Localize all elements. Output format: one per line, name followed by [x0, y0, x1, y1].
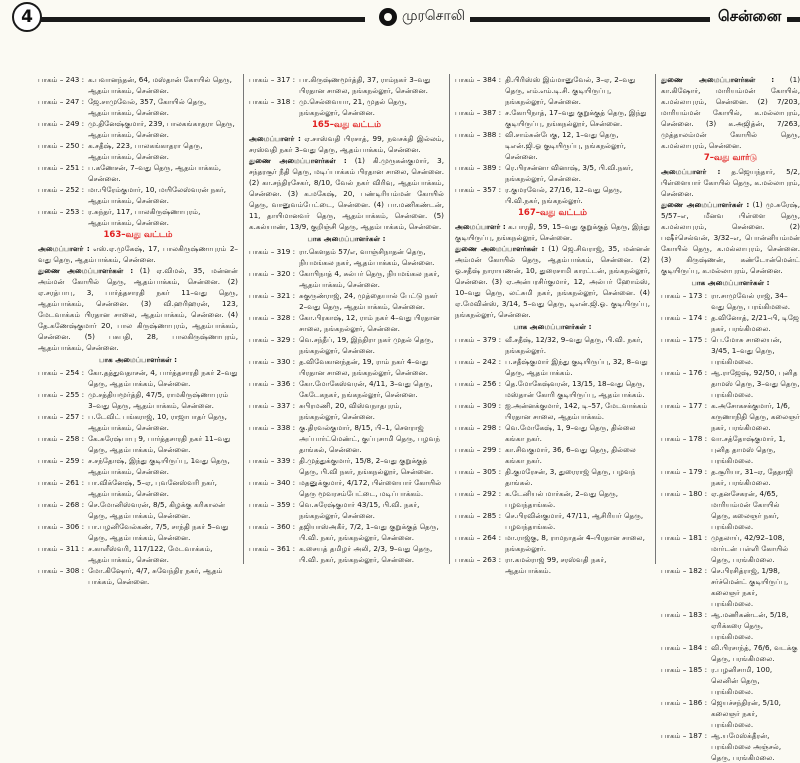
ward-heading: 7–வது வார்டு	[703, 153, 758, 163]
person-address: ர.குமரவேல், 27/16, 12–வது தெரு, பி.வி.நகர், நங்கநல்லூர்.	[505, 185, 623, 205]
person-address: கு.திரவல்குமார், 8/15, பி–1, செளராஜ் அப்பார்ட்மெண்ட், குப்புசாமி தெரு, பழவந் தாங்கல், சென்னை.	[299, 423, 441, 454]
person-address: க.பவானந்தன், 64, மஸ்தான் கோயில் தெரு, ஆதம்பாக்கம், சென்னை.	[88, 75, 232, 95]
list-item	[38, 499, 238, 521]
list-item	[38, 565, 238, 587]
booth-number: பாகம் – 176 :	[661, 368, 708, 377]
person-address: கோ.மோகேஸ்வரன், 4/11, 3–வது தெரு, கேடேகநகர், நங்கநல்லூர், சென்னை.	[299, 379, 433, 399]
booth-number: பாகம் – 361 :	[249, 544, 296, 553]
booth-number: பாகம் – 186 :	[661, 698, 708, 707]
booth-number: பாகம் – 299 :	[455, 445, 502, 454]
list-item	[455, 488, 650, 510]
list-item	[455, 422, 650, 444]
list-item	[455, 162, 650, 184]
booth-number: பாகம் – 311 :	[38, 544, 85, 553]
person-address: மு.சத்தியமூர்த்தி, 47/5, ராமகிருஷ்ணாபுரம் 3–வது தெரு, ஆதம்பாக்கம், சென்னை.	[88, 390, 229, 410]
list-item	[249, 312, 444, 334]
booth-number: பாகம் – 360 :	[249, 522, 296, 531]
booth-number: பாகம் – 250 :	[38, 141, 85, 150]
role-paragraph	[249, 133, 444, 155]
column-1	[38, 74, 238, 586]
role-paragraph	[38, 265, 238, 353]
booth-number: பாகம் – 252 :	[38, 185, 85, 194]
booth-number: பாகம் – 388 :	[455, 130, 502, 139]
booth-number: பாகம் – 309 :	[455, 401, 502, 410]
list-item	[249, 400, 444, 422]
person-address: வெ.சந்தீப், 19, இந்திரா நகர் முதல் தெரு, நங்கநல்லூர், சென்னை.	[299, 335, 434, 355]
list-item	[38, 140, 238, 162]
list-item	[249, 96, 444, 118]
list-item	[38, 118, 238, 140]
booth-number: பாகம் – 329 :	[249, 335, 296, 344]
person-address: கா.சிவகுமார், 36, 6–வது தெரு, தில்லை கங்கா நகர்.	[505, 445, 636, 465]
column-divider	[449, 74, 450, 564]
person-address: வா.சத்தோஷ்குமார், 1, புனித தாமஸ் தெரு, பரங்கிமலை.	[711, 434, 786, 465]
person-address: ரா.கமல்ராஜ் 99, சரஸ்வதி நகர், ஆதம்பாக்கம்.	[505, 555, 607, 575]
booth-number: பாகம் – 182 :	[661, 566, 708, 575]
person-address: மா.ராஜ்கு, 8, ராமநாதன் 4–பிரதான சாலை, நங்கநல்லூர்.	[505, 533, 645, 553]
person-address: க.அசோகசக்குமார், 1/6, கருணாநிதி தெரு, கலைஞர் நகர், பரங்கிமலை.	[711, 401, 800, 432]
person-address: ஏ.தனசேகரன், 4/65, மாரியம்மன் கோயில் தெரு, கலைஞர் நகர், பரங்கிமலை.	[711, 489, 780, 531]
booth-number: பாகம் – 292 :	[455, 489, 502, 498]
booth-number: பாகம் – 384 :	[455, 75, 502, 84]
section-subheading: பாக அமைப்பாளர்கள் :	[99, 355, 177, 364]
booth-number: பாகம் – 317 :	[249, 75, 296, 84]
person-address: பா.பழனிவேல்கண், 7/5, சாந்தி நகர் 5–வது தெரு, ஆதம்பாக்கம், சென்னை.	[88, 522, 229, 542]
ward-heading: 163–வது வட்டம்	[103, 230, 173, 240]
booth-number: பாகம் – 254 :	[38, 368, 85, 377]
booth-number: பாகம் – 180 :	[661, 489, 708, 498]
booth-number: பாகம் – 268 :	[38, 500, 85, 509]
list-item	[455, 378, 650, 400]
booth-number: பாகம் – 259 :	[38, 456, 85, 465]
list-item	[661, 367, 800, 400]
booth-number: பாகம் – 242 :	[455, 357, 502, 366]
list-item	[38, 543, 238, 565]
person-address: கோ.தத்துவதாசன், 4, பார்த்தசாரதி நகர் 2–வது தெரு, ஆதம்பாக்கம், சென்னை.	[88, 368, 238, 388]
person-address: தஜியாஸ்அகீர், 7/2, 1–வது குறுக்குத் தெரு, பி.வி. நகர், நங்கநல்லூர், சென்னை.	[299, 522, 439, 542]
booth-number: பாகம் – 389 :	[455, 163, 502, 172]
list-item	[661, 664, 800, 697]
list-item	[455, 184, 650, 206]
person-address: ஆ.மணிகண்டன், 5/18, ஏரிக்கரை தெரு, பரங்கிமலை.	[711, 610, 789, 641]
booth-number: பாகம் – 258 :	[38, 434, 85, 443]
person-address: ப.டேவிட் பங்கராஜ், 10, ராஜாபாதர் தெரு, ஆதம்பாக்கம், சென்னை.	[88, 412, 227, 432]
booth-number: பாகம் – 305 :	[455, 467, 502, 476]
list-item	[455, 400, 650, 422]
person-address: சுகுருண்ராஜ், 24, முத்தையால் பேட்டு நகர் 2–வது தெரு, ஆதம்பாக்கம், சென்னை.	[299, 291, 438, 311]
person-address: க.டேனியல் மார்கன், 2–வது தெரு, பழவந்தாங்கல்.	[505, 489, 619, 509]
list-item	[661, 466, 800, 488]
list-item	[455, 356, 650, 378]
list-item	[661, 565, 800, 609]
person-address: ப.சதீஷ்குமார் இந்து குடியிருப்பு, 32, 8–வது தெரு, ஆதம்பாக்கம்.	[505, 357, 648, 377]
booth-number: பாகம் – 321 :	[249, 291, 296, 300]
list-item	[455, 107, 650, 129]
booth-number: பாகம் – 330 :	[249, 357, 296, 366]
list-item	[661, 488, 800, 532]
paragraph-list	[249, 133, 444, 232]
person-address: ஆ.யமேஸ்க்தீரன், பரங்கிமலை அஞ்சல், தெரு, பரங்கிமலை.	[711, 731, 782, 762]
booth-number: பாகம் – 255 :	[38, 390, 85, 399]
person-address: வீ.சதீஷ், 12/32, 9–வது தெரு, பி.வி. நகர், நங்கநல்லூர்.	[505, 335, 643, 355]
entry-list	[455, 74, 650, 206]
person-address: தி.குமரேசன், 3, துரைராஜ் தெரு, பழவந் தாங்கல்.	[505, 467, 636, 487]
role-label: துணை அமைப்பாளர்கள் :	[455, 244, 545, 253]
booth-number: பாகம் – 185 :	[661, 665, 708, 674]
person-address: தி.பிரிஸ்ஸ் இம்மானுவேல், 3–ஏ, 2–வது தெரு, எம்.எம்.டி.சி. குடியிருப்பு, நங்கநல்லூர், சென்னை.	[505, 75, 636, 106]
booth-number: பாகம் – 251 :	[38, 163, 85, 172]
booth-number: பாகம் – 247 :	[38, 97, 85, 106]
person-address: செ.பிரவின்குமார், 47/11, ஆசிரியர் தெரு, பழவந்தாங்கல்.	[505, 511, 644, 531]
list-item	[455, 554, 650, 576]
role-text: (1) ஜெ.சிவராஜ், 35, மன்னன் அம்மன் கோயில் தெரு, ஆதம்பாக்கம், சென்னை. (2) ஓ.சதீஷ் நாராயணன், 10, துரைசாமி காரட்டன், நங்கநல்லூர், சென்னை. (3) ஏ.அன்பரசிர்குமார், 12, அல்பர் ஹோம்ஸ், 10–வது தெரு, லட்சுமி நகர், நங்கநல்லூர், சென்னை. (4) ஏ.மேவின்ஸ், 3/14, 5–வது தெரு, டிஎன்.ஜி.ஓ. குடியிருப்பு, நங்கநல்லூர், சென்னை.	[455, 244, 650, 319]
list-item	[661, 730, 800, 763]
list-item	[38, 521, 238, 543]
booth-number: பாகம் – 243 :	[38, 75, 85, 84]
role-paragraph	[661, 199, 800, 276]
person-address: கோபிநாத் 4, சுல்பர் தெரு, நியமங்கல நகர், ஆதம்பாக்கம், சென்னை.	[299, 269, 440, 289]
booth-number: பாகம் – 336 :	[249, 379, 296, 388]
list-item	[249, 477, 444, 499]
page-number: 4	[12, 2, 42, 32]
booth-number: பாகம் – 179 :	[661, 467, 708, 476]
booth-number: பாகம் – 187 :	[661, 731, 708, 740]
person-address: மு.தினேஷ்குமார், 239, பாலகங்காதரா தெரு, ஆதம்பாக்கம், சென்னை.	[88, 119, 235, 139]
person-address: மா.பிரேம்குமார், 10, மயிலேஸ்வரன் நகர், ஆதம்பாக்கம், சென்னை.	[88, 185, 227, 205]
person-address: தெ.மோகேஷ்வரன், 13/15, 18–வது தெரு, மஸ்தான் கோரி குடியிருப்பு, ஆதம்பாக்கம்.	[505, 379, 645, 399]
list-item	[249, 74, 444, 96]
role-paragraph	[661, 166, 800, 199]
booth-number: பாகம் – 181 :	[661, 533, 708, 542]
booth-number: பாகம் – 328 :	[249, 313, 296, 322]
list-item	[661, 334, 800, 367]
list-item	[455, 532, 650, 554]
role-paragraph	[38, 243, 238, 265]
list-item	[455, 74, 650, 107]
booth-number: பாகம் – 173 :	[661, 291, 708, 300]
role-label: துணை அமைப்பாளர்கள் :	[38, 266, 134, 275]
list-item	[455, 466, 650, 488]
role-paragraph	[249, 155, 444, 232]
booth-number: பாகம் – 253 :	[38, 207, 85, 216]
list-item	[38, 433, 238, 455]
booth-number: பாகம் – 357 :	[455, 185, 502, 194]
masthead-title: முரசொலி	[402, 8, 465, 24]
person-address: மதனுக்குமார், 4/172, பிள்ளையார் கோயில் தெரு மூவரசம்பேட்டை, மடிப்பாக்கம்.	[299, 478, 442, 498]
person-address: ஐ.அன்னக்குமார், 142, டி–57, மேடவாக்கம் பிரதான சாலை, ஆதம்பாக்கம்.	[505, 401, 648, 421]
booth-number: பாகம் – 256 :	[455, 379, 502, 388]
list-item	[455, 510, 650, 532]
person-address: ர.பழனிசாமி, 100, லெனின் தெரு, பரங்கிமலை.	[711, 665, 773, 696]
booth-number: பாகம் – 337 :	[249, 401, 296, 410]
paragraph-list	[38, 243, 238, 353]
person-address: பா.விக்னேஷ், 5–ஏ, புவனேஸ்வரி நகர், ஆதம்பாக்கம், சென்னை.	[88, 478, 217, 498]
section-subheading: பாக அமைப்பாளர்கள் :	[691, 278, 770, 287]
role-label: அமைப்பாளர் :	[249, 134, 301, 143]
list-item	[661, 642, 800, 664]
list-item	[38, 477, 238, 499]
person-address: மு.செல்வையா, 21, முதல் தெரு, நங்கநல்லூர், சென்னை.	[299, 97, 407, 117]
paragraph-list	[455, 221, 650, 320]
entry-list	[38, 74, 238, 228]
role-paragraph	[661, 74, 800, 151]
role-text: (1) மு.சுரேஷ், 5/57–எ, மீனவ பிள்ளை தெரு, க.மல்லாபுரம், சென்னை. (2) பஷீர்செல்வன், 3/32–எ, பொன்னியம்மன் கோயில் தெரு, க.மல்லாபுரம், சென்னை. (3) கிருஷ்ணன், கண்டோன்மென்ட் குடியிருப்பு, க.மல்லாபுரம், சென்னை.	[661, 200, 800, 275]
person-address: ரெ.பிரசன்னா வினாஷ், 3/5, பி.வி.நகர், நங்கநல்லூர், சென்னை.	[505, 163, 634, 183]
booth-number: பாகம் – 320 :	[249, 269, 296, 278]
role-text: (1) ஏ.விமல், 35, மன்னன் அம்மன் கோயில் தெரு, ஆதம்பாக்கம், சென்னை. (2) ஏ.சரத்பாபு, 3, பார்த்தசாரதி நகர் 11–வது தெரு, ஆதம்பாக்கம், சென்னை. (3) வி.ஹரிஹரன், 123, மேடவாக்கம் பிரதான சாலை, ஆதம்பாக்கம், சென்னை. (4) தே.கணேஷ்குமார் 20, பால கிருஷ்ணாபுரம், ஆதம்பாக்கம், சென்னை. (5) பசுபதி, 28, பாலகிருஷ்ணாபுரம், ஆதம்பாக்கம், சென்னை.	[38, 266, 238, 352]
role-text: ஏ.சாஸ்வதி பிரசாத், 99, நவசக்தி இல்லம், சரஸ்வதி நகர் 3–வது தெரு, ஆதம்பாக்கம், சென்னை.	[249, 134, 444, 154]
list-item	[249, 521, 444, 543]
masthead-logo	[375, 8, 469, 26]
person-address: மோ.கிஷோர், 4/7, சுவேந்திர நகர், ஆதம் பாக்கம், சென்னை.	[88, 566, 223, 586]
booth-number: பாகம் – 183 :	[661, 610, 708, 619]
booth-number: பாகம் – 298 :	[455, 423, 502, 432]
column-4	[661, 74, 800, 762]
booth-number: பாகம் – 257 :	[38, 412, 85, 421]
person-address: த.வினோத், 2/21–பி, டிஜே நகர், பரங்கிமலை.	[711, 313, 799, 333]
person-address: ரா.கௌதம் 57/எ, வாஞ்சிநாதன் தெரு, நியமங்கல நகர், ஆதம்பாக்கம், சென்னை.	[299, 247, 435, 267]
booth-number: பாகம் – 184 :	[661, 643, 708, 652]
list-item	[249, 290, 444, 312]
sun-emblem-icon	[379, 8, 397, 26]
booth-number: பாகம் – 379 :	[455, 335, 502, 344]
list-item	[661, 312, 800, 334]
booth-number: பாகம் – 359 :	[249, 500, 296, 509]
role-text: (1) கா.கிஷோர், மாரியம்மன் கோயில், க.மல்லாபுரம், சென்னை. (2) 7/203, மாரியம்மன் கோயில், க.மல்லாபுரம், சென்னை. (3) க.அஜித்ன், 7/263, முத்தாலம்மன் கோயில் தெரு, க.மல்லாபுரம், சென்னை.	[661, 75, 800, 150]
role-text: (1) கி.முருகன்குமார், 3, சந்தரசூர் நீதி தெரு, மடிப்பாக்கம் பிரதான சாலை, சென்னை. (2) கா.சந்திரசேகர், 8/10, வேல் நகர் விரிவு, ஆதம்பாக்கம், சென்னை. (3) க.மகேஷ், 20, பண்டிரியம்மன் கோயில் தெரு, வானுவம்பேட்டை, சென்னை. (4) பா.மணிகண்டன், 11, தாயிமானவர் தெரு, ஆதம்பாக்கம், சென்னை. (5) க.கல்யாண், 13/9, குறிஞ்சி தெரு, ஆதம்பாக்கம், சென்னை.	[249, 156, 444, 231]
list-item	[661, 400, 800, 433]
entry-list	[661, 290, 800, 763]
role-label: துணை அமைப்பாளர்கள் :	[249, 156, 347, 165]
role-paragraph	[455, 221, 650, 243]
person-address: செ.மோனிஸ்வரன், 8/5, கிழக்கு கரிகாலன் தெரு, ஆதம்பாக்கம், சென்னை.	[88, 500, 226, 520]
ward-heading: 167–வது வட்டம்	[518, 208, 587, 218]
list-item	[455, 334, 650, 356]
paragraph-list	[661, 74, 800, 151]
list-item	[38, 162, 238, 184]
person-address: கே.சுரேஷ்பாபு 9, பார்த்தசாரதி நகர் 11–வது தெரு, ஆதம்பாக்கம், சென்னை.	[88, 434, 231, 454]
person-address: ரா.சாமுவேல் ராஜ், 34–வது தெரு, பரங்கிமலை.	[711, 291, 791, 311]
role-label: அமைப்பாளர் :	[455, 222, 506, 231]
booth-number: பாகம் – 178 :	[661, 434, 708, 443]
role-label: அமைப்பாளர் :	[661, 167, 721, 176]
list-item	[661, 532, 800, 565]
column-divider	[243, 74, 244, 564]
booth-number: பாகம் – 387 :	[455, 108, 502, 117]
list-item	[38, 206, 238, 228]
person-address: த.விவேகானந்தன், 19, ராம் நகர் 4–வது பிரதான சாலை, நங்கநல்லூர், சென்னை.	[299, 357, 429, 377]
list-item	[249, 499, 444, 521]
person-address: வெ.சுரேஷ்குமார் 43/15, பி.வி. நகர், நங்கநல்லூர், சென்னை.	[299, 500, 420, 520]
list-item	[455, 129, 650, 162]
list-item	[249, 378, 444, 400]
edition-city: சென்னை	[712, 7, 787, 27]
ward-heading: 165–வது வட்டம்	[312, 120, 381, 130]
person-address: த.சூரியா, 31–ஏ, தேதாஜி நகர், பரங்கிமலை.	[711, 467, 794, 487]
list-item	[38, 411, 238, 433]
person-address: வி.பிரசாந்த், 76/6, வடக்கு தெரு, பரங்கிமலை.	[711, 643, 798, 663]
entry-list	[249, 246, 444, 565]
column-divider	[655, 74, 656, 564]
paragraph-list	[661, 166, 800, 276]
booth-number: பாகம் – 263 :	[455, 555, 502, 564]
booth-number: பாகம் – 340 :	[249, 478, 296, 487]
list-item	[455, 444, 650, 466]
role-text: எஸ்.ஏ.முகேஷ், 17, பாலகிருஷ்ணாபுரம் 2–வது தெரு, ஆதம்பாக்கம், சென்னை.	[38, 244, 238, 264]
person-address: தி.முத்துக்குமார், 15/8, 2–வது குறுக்குத் தெரு, பி.வி நகர், நங்கநல்லூர், சென்னை.	[299, 456, 434, 476]
list-item	[661, 697, 800, 730]
column-2	[249, 74, 444, 564]
page-header	[0, 0, 800, 34]
person-address: க.சையத் தமிழர் அலி, 2/3, 9–வது தெரு, பி.வி. நகர், நங்கநல்லூர், சென்னை.	[299, 544, 433, 564]
booth-number: பாகம் – 318 :	[249, 97, 296, 106]
list-item	[38, 184, 238, 206]
booth-number: பாகம் – 264 :	[455, 533, 502, 542]
list-item	[249, 246, 444, 268]
person-address: ச.காளீஸ்வரி, 117/122, மேடவாக்கம், ஆதம்பாக்கம், சென்னை.	[88, 544, 213, 564]
role-label: துணை அமைப்பாளர்கள் :	[661, 75, 775, 84]
booth-number: பாகம் – 306 :	[38, 522, 85, 531]
section-subheading: பாக அமைப்பாளர்கள் :	[307, 234, 386, 243]
list-item	[38, 96, 238, 118]
person-address: ர.சுந்தர், 117, பாலகிருஷ்ணாபுரம், ஆதம்பாக்கம், சென்னை.	[88, 207, 201, 227]
list-item	[38, 389, 238, 411]
person-address: ப.கணேசன், 7–வது தெரு, ஆதம்பாக்கம், சென்னை.	[88, 163, 222, 183]
booth-number: பாகம் – 319 :	[249, 247, 296, 256]
column-3	[455, 74, 650, 575]
person-address: க.சதீஷ், 223, பாலகங்காதரா தெரு, ஆதம்பாக்கம், சென்னை.	[88, 141, 203, 161]
role-text: த.ஜெயந்தார், 5/2, பிள்ளையார் கோயில் தெரு, க.மல்லாபுரம், சென்னை.	[661, 167, 800, 198]
list-item	[249, 356, 444, 378]
person-address: ஆ.ராஜேஷ், 92/50, புனித தாமஸ் தெரு, 3–வது தெரு, பரங்கிமலை.	[711, 368, 800, 399]
booth-number: பாகம் – 338 :	[249, 423, 296, 432]
header-rule-middle	[470, 17, 710, 22]
person-address: செ.பிரசித்ராஜ், 1/98, சர்ச்மென்ட் குடியிருப்பு, கலைஞர் நகர், பரங்கிமலை.	[711, 566, 789, 608]
booth-number: பாகம் – 339 :	[249, 456, 296, 465]
list-item	[249, 334, 444, 356]
person-address: ச.கோபிநாத், 17–வது குறுக்குத் தெரு, இந்து குடியிருப்பு, நங்கநல்லூர், சென்னை.	[505, 108, 647, 128]
role-label: அமைப்பாளர் :	[38, 244, 90, 253]
person-address: ஜெயச்சந்திரன், 5/10, கலைஞர் நகர், பரங்கிமலை.	[711, 698, 781, 729]
list-item	[249, 422, 444, 455]
list-item	[661, 433, 800, 466]
person-address: பெ.மோசு சாலையன், 3/45, 1–வது தெரு, பரங்கிமலை.	[711, 335, 782, 366]
booth-number: பாகம் – 285 :	[455, 511, 502, 520]
booth-number: பாகம் – 249 :	[38, 119, 85, 128]
booth-number: பாகம் – 308 :	[38, 566, 85, 575]
booth-number: பாகம் – 177 :	[661, 401, 708, 410]
list-item	[249, 543, 444, 565]
person-address: ஜே.சாமுவேல், 357, கோயில் தெரு, ஆதம்பாக்கம், சென்னை.	[88, 97, 207, 117]
role-text: க.பாரதி, 59, 15–வது குறுக்குத் தெரு, இந்து குடியிருப்பு, நங்கநல்லூர், சென்னை.	[455, 222, 650, 242]
header-rule-left	[40, 17, 365, 22]
section-subheading: பாக அமைப்பாளர்கள் :	[513, 322, 592, 331]
list-item	[661, 609, 800, 642]
booth-number: பாகம் – 175 :	[661, 335, 708, 344]
person-address: ச.சந்தோஷ், இந்து குடியிருப்பு, 1வது தெரு, ஆதம்பாக்கம், சென்னை.	[88, 456, 230, 476]
booth-number: பாகம் – 174 :	[661, 313, 708, 322]
entry-list	[38, 367, 238, 587]
list-item	[249, 455, 444, 477]
person-address: சுபிரமணி, 20, விஸ்வநாதபுரம், நங்கநல்லூர், சென்னை.	[299, 401, 402, 421]
booth-number: பாகம் – 261 :	[38, 478, 85, 487]
person-address: வெ.மோகேஷ், 1, 9–வது தெரு, தில்லை கங்கா நகர்.	[505, 423, 636, 443]
role-label: துணை அமைப்பாளர்கள் :	[661, 200, 750, 209]
entry-list	[455, 334, 650, 576]
list-item	[38, 367, 238, 389]
list-item	[38, 74, 238, 96]
list-item	[249, 268, 444, 290]
person-address: முதலாய், 42/92–108, மார்டன் பள்ளி கோயில் தெரு, பரங்கிமலை.	[711, 533, 789, 564]
role-paragraph	[455, 243, 650, 320]
list-item	[38, 455, 238, 477]
list-item	[661, 290, 800, 312]
person-address: பா.கிருஷ்ணமூர்த்தி, 37, ராம்நகர் 3–வது பிரதான சாலை, நங்கநல்லூர், சென்னை.	[299, 75, 431, 95]
person-address: கோ.பிரகாஷ், 12, ராம் நகர் 4–வது பிரதான சாலை, நங்கநல்லூர், சென்னை.	[299, 313, 440, 333]
person-address: வி.சாம்சுன்பேகு, 12, 1–வது தெரு, டிஎன்.ஜி.ஓ குடியிருப்பு, நங்கநல்லூர், சென்னை.	[505, 130, 626, 161]
entry-list	[249, 74, 444, 118]
